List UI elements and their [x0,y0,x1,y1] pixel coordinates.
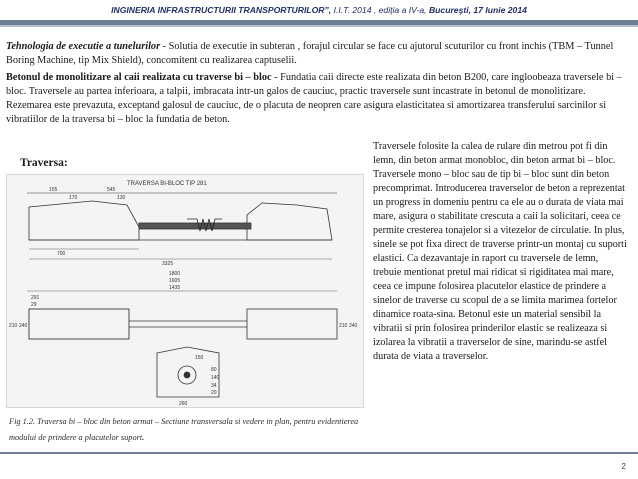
dim-1435: 1435 [169,285,181,291]
dim-140: 140 [211,375,220,381]
conference-title [0,5,638,15]
dim-170: 170 [69,195,78,201]
figure-caption-text: Fig 1.2. Traversa bi – bloc din beton armat – Sectiune transversala si vedere in plan, pentru evidentierea modului de prindere a placutelor suport [9,417,359,442]
dim-150: 150 [195,355,204,361]
title-part-1: INGINERIA INFRASTRUCTURII TRANSPORTURILOR”, [111,5,332,15]
paragraph-tunnel-text: - Solutia de executie in subteran , forajul circular se face cu ajutorul scuturilor cu front inchis (TBM – Tunnel Boring Machine, tip Mix Shield), concomitent cu realizarea captuselii. [6,41,614,66]
dim-240-left: 240 [19,323,28,329]
figure-caption [9,414,359,446]
dim-29: 29 [31,302,37,308]
dim-240-right: 240 [349,323,358,329]
subheading-traversa: Traversa: [20,157,68,169]
figure-caption-end: . [142,433,145,442]
dim-34: 34 [211,383,217,389]
dim-155: 155 [49,187,58,193]
dim-260: 260 [179,401,188,407]
dim-3325: 3325 [162,261,174,267]
page-number: 2 [621,462,626,471]
title-part-2: I.I.T. 2014 , ediţia a IV-a, [331,5,429,15]
header-bar [0,0,638,20]
dim-80: 80 [211,367,217,373]
dim-545: 545 [107,187,116,193]
header-rule-light [0,25,638,27]
dim-210-right: 210 [339,323,348,329]
dim-1605: 1605 [169,278,181,284]
dim-210-left: 210 [9,323,18,329]
paragraph-tunnel-lead: Tehnologia de executie a tunelurilor [6,41,161,52]
drawing-title: TRAVERSA BI-BLOC TIP 281 [127,181,207,187]
paragraph-tunnel [6,40,626,68]
dim-1800: 1800 [169,271,181,277]
paragraph-concrete [6,71,626,127]
footer-rule [0,452,638,454]
dim-130: 130 [117,195,126,201]
dim-291: 291 [31,295,40,301]
paragraph-concrete-text: - Fundatia caii directe este realizata din beton B200, care ingloobeaza traversele bi – bloc. Traversele au partea inferioara, a talpii, imbracata intr-un galos de cauciuc, practic traversele sunt incastrate in betonul de monolitizare. Rezemarea este prevazuta, exceptand galosul de cauciuc, de o placuta de neopren care asigura elasticitatea si amortizarea transferului sarcinilor si vibratiilor de la traversa bi – bloc la fundatia de beton. [6,72,622,125]
dim-700: 700 [57,251,66,257]
title-part-3: Bucureşti, 17 Iunie 2014 [428,5,527,15]
paragraph-concrete-lead: Betonul de monolitizare al caii realizata cu traverse bi – bloc [6,72,272,83]
sleeper-drawing [6,174,364,408]
sleeper-description: Traversele folosite la calea de rulare din metrou pot fi din lemn, din beton armat monobloc, din beton armat bi – bloc. Traversele mono – bloc sau de tip bi – bloc sunt din beton precomprimat. Introducerea traverselor de beton a reprezentat un progress in domeniu pentru ca ele au o durata de viata mai mare, asigura o stabilitate crescuta a caii la solicitari, ceea ce permite cresterea tonajelor si a vitezelor de circulatie. In plus, sinele se pot fixa direct de traverse printr-un montaj cu suporti elastici. Ca dezavantaje in raport cu traversele de lemn, trebuie mentionat pretul mai ridicat si rigiditatea mai mare, ceea ce impune folosirea placutelor elastice de prindere a sinelor de traverse cu scopul de a se limita marimea fortelor dinamice roata-sina. Betonul este un material sensibil la vibratii si prin folosirea prinderilor elastic se realizeaza si izolarea la vibratii a traverselor de sine, marindu-se astfel durata de viata a traverselor. [373,141,627,362]
body-text [6,40,626,127]
sleeper-drawing-svg [7,175,363,407]
dim-20: 20 [211,390,217,396]
